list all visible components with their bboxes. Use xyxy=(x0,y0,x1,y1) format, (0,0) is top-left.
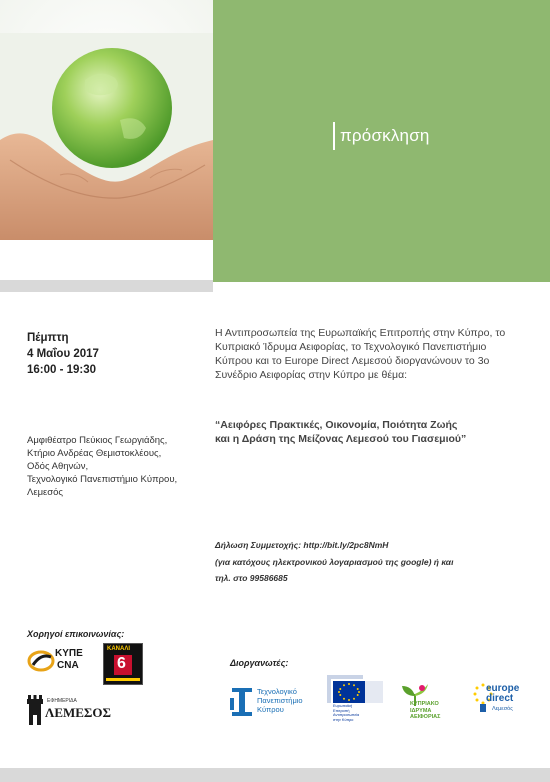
venue-line: Κτήριο Ανδρέας Θεμιστοκλέους, xyxy=(27,448,162,459)
intro-paragraph xyxy=(215,326,535,382)
kia-line: ΚΥΠΡΙΑΚΟ xyxy=(410,701,439,707)
ed-line: direct xyxy=(486,693,514,704)
kype-cna-logo xyxy=(27,645,87,677)
ec-caption xyxy=(333,704,359,722)
venue-line: Οδός Αθηνών, xyxy=(27,461,89,472)
lemesos-newspaper-logo xyxy=(27,695,112,725)
venue-line: Λεμεσός xyxy=(27,487,64,498)
ec-line: στην Κύπρο xyxy=(333,717,354,722)
sponsors-label: Χορηγοί επικοινωνίας: xyxy=(27,629,125,639)
registration-phone: τηλ. στο 99586685 xyxy=(215,573,288,583)
invitation-divider xyxy=(333,122,335,150)
theme-line: “Αειφόρες Πρακτικές, Οικονομία, Ποιότητα Ζωής xyxy=(215,419,458,431)
invitation-title: πρόσκληση xyxy=(340,126,430,145)
cut-line: Πανεπιστήμιο xyxy=(257,696,303,705)
kype-text: ΚΥΠΕ xyxy=(55,648,83,659)
ed-name xyxy=(486,684,519,704)
cut-emblem-icon xyxy=(230,686,254,718)
ed-line: europe xyxy=(486,683,520,694)
cut-line: Κύπρου xyxy=(257,705,284,714)
newspaper-label: ΕΦΗΜΕΡΙΔΑ xyxy=(47,698,77,704)
ed-city: Λεμεσός xyxy=(492,706,513,712)
event-time: 16:00 - 19:30 xyxy=(27,364,97,376)
hands-globe-image xyxy=(0,0,213,292)
ec-line: Ευρωπαϊκή xyxy=(333,704,353,708)
kanali-text: ΚΑΝΑΛΙ xyxy=(107,646,131,652)
event-date: 4 Μαΐου 2017 xyxy=(27,348,99,360)
european-commission-logo xyxy=(323,673,385,725)
hero-photo xyxy=(0,0,213,292)
intro-line: Η Αντιπροσωπεία της Ευρωπαϊκής Επιτροπής στην Κύπρο, το xyxy=(215,327,506,339)
kanali6-logo xyxy=(103,643,143,685)
photo-bottom-strip xyxy=(0,280,213,292)
ec-line: Επιτροπή xyxy=(333,708,350,713)
event-venue xyxy=(27,434,177,499)
cut-logo xyxy=(230,686,320,718)
kia-line: ΙΔΡΥΜΑ xyxy=(410,707,432,714)
intro-line: Κυπριακό Ίδρυμα Αειφορίας, το Τεχνολογικό Πανεπιστήμιο xyxy=(215,341,487,353)
kia-line: ΑΕΙΦΟΡΙΑΣ xyxy=(410,714,441,720)
cna-text: CNA xyxy=(57,660,79,671)
intro-line: Κύπρου και το Europe Direct Λεμεσού διοργανώνουν το 3ο xyxy=(215,355,490,367)
europe-direct-logo xyxy=(472,678,528,722)
kanali-number: 6 xyxy=(117,655,126,672)
intro-line: Συνέδριο Αειφορίας στην Κύπρο με θέμα: xyxy=(215,369,408,381)
cut-line: Τεχνολογικό xyxy=(257,687,297,696)
registration-link[interactable]: Δήλωση Συμμετοχής: http://bit.ly/2pc8NmH xyxy=(215,540,389,550)
theme-line: και η Δράση της Μείζονας Λεμεσού του Γιασεμιού” xyxy=(215,433,467,445)
globe-shape xyxy=(52,48,172,168)
sustainability-foundation-logo xyxy=(398,684,464,722)
castle-icon xyxy=(27,695,43,725)
footer-bar xyxy=(0,768,550,782)
registration-note: (για κατόχους ηλεκτρονικού λογαριασμού της google) ή και xyxy=(215,557,454,567)
organizers-label: Διοργανωτές: xyxy=(230,658,289,668)
lemesos-text: ΛΕΜΕΣΟΣ xyxy=(45,705,112,720)
cut-name xyxy=(257,687,303,714)
kia-name xyxy=(410,701,440,721)
venue-line: Τεχνολογικό Πανεπιστήμιο Κύπρου, xyxy=(27,474,178,485)
conference-theme xyxy=(215,418,535,446)
event-day: Πέμπτη xyxy=(27,332,69,344)
ec-line: Αντιπροσωπεία xyxy=(333,713,360,717)
venue-line: Αμφιθέατρο Πεύκιος Γεωργιάδης, xyxy=(27,435,168,446)
event-datetime xyxy=(27,330,99,378)
